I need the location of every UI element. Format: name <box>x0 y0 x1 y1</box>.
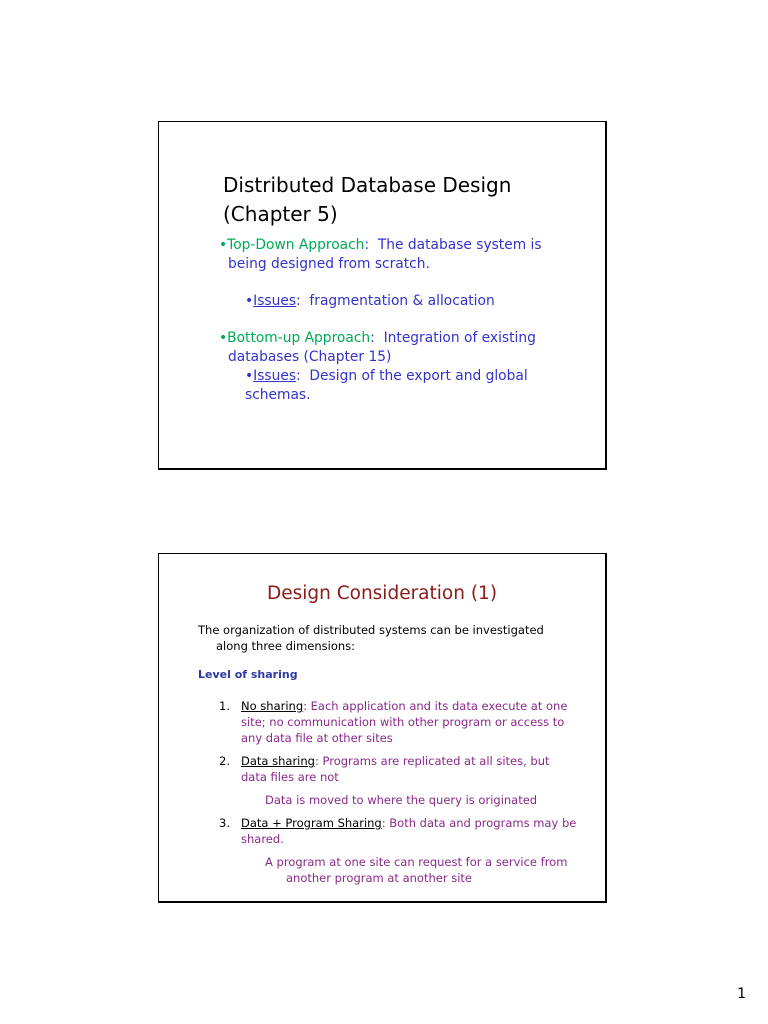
intro-text: The organization of distributed systems can be investigated along three dimensions: <box>198 623 544 653</box>
level-of-sharing-heading: Level of sharing <box>198 668 298 681</box>
issues-label: Issues <box>253 293 297 309</box>
top-down-issues: •Issues: fragmentation & allocation <box>245 293 495 309</box>
top-down-bullet: •Top-Down Approach: The database system is being designed from scratch. <box>219 237 542 272</box>
slide-1 <box>158 121 607 470</box>
bottom-up-bullet: •Bottom-up Approach: Integration of existing databases (Chapter 15) <box>219 330 536 365</box>
top-down-label: Top-Down Approach <box>227 237 365 253</box>
list-item: 1. No sharing: Each application and its data execute at one site; no communication with other program or access to any data file at other sites <box>219 699 568 745</box>
bottom-up-label: Bottom-up Approach <box>227 330 371 346</box>
bottom-up-issues: •Issues: Design of the export and global schemas. <box>245 368 528 403</box>
data-sharing-note: Data is moved to where the query is originated <box>265 793 538 807</box>
list-item: 2. Data sharing: Programs are replicated at all sites, but data files are not <box>219 754 550 784</box>
page-number: 1 <box>737 986 746 1002</box>
slide-1-title: Distributed Database Design (Chapter 5) <box>223 173 512 226</box>
slide-2 <box>158 553 607 903</box>
issues-label: Issues <box>253 368 297 384</box>
list-item: 3. Data + Program Sharing: Both data and programs may be shared. <box>219 816 577 846</box>
program-sharing-note: A program at one site can request for a service from another program at another site <box>265 855 568 885</box>
slide-2-title: Design Consideration (1) <box>266 583 498 604</box>
